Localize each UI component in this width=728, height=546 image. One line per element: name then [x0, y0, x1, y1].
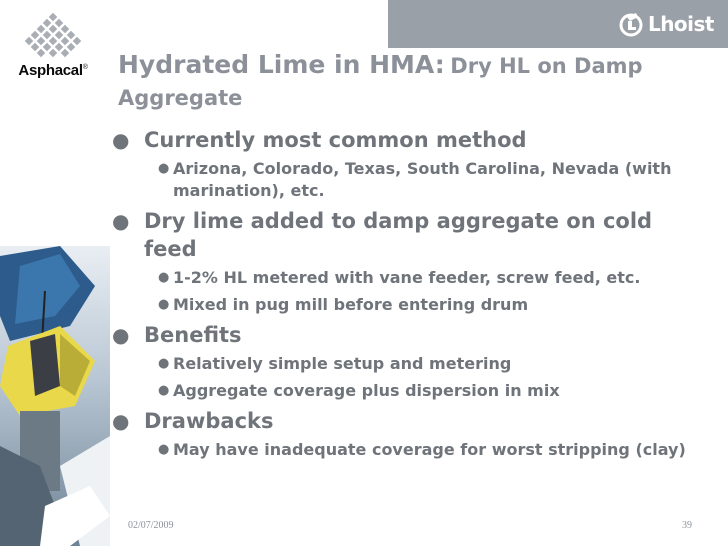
title-sub: Dry HL on Damp Aggregate — [118, 54, 643, 110]
diamond-dots-icon — [20, 12, 86, 64]
bullet-item: ● Dry lime added to damp aggregate on cold feed — [112, 209, 653, 261]
bullet-dot-icon: ● — [158, 161, 170, 176]
sub-bullet-item: ● May have inadequate coverage for worst stripping (clay) — [158, 440, 686, 459]
bullet-dot-icon: ● — [158, 356, 170, 371]
sub-bullet-item: ● Relatively simple setup and metering — [158, 354, 512, 373]
bullet-list — [112, 126, 712, 466]
bullet-dot-icon: ● — [112, 209, 130, 233]
lhoist-logo-icon — [618, 11, 644, 37]
bullet-item: ● Currently most common method — [112, 128, 527, 152]
asphacal-wordmark: Asphacal® — [18, 62, 88, 79]
sub-bullet-item: ● Aggregate coverage plus dispersion in mix — [158, 381, 560, 400]
lhoist-wordmark: Lhoist — [647, 12, 714, 36]
title-main: Hydrated Lime in HMA: — [118, 50, 445, 79]
bullet-dot-icon: ● — [112, 409, 130, 433]
bullet-item: ● Drawbacks — [112, 409, 274, 433]
bullet-dot-icon: ● — [158, 442, 170, 457]
bullet-dot-icon: ● — [158, 297, 170, 312]
asphacal-logo — [8, 12, 98, 82]
sub-bullet-item: ● Mixed in pug mill before entering drum — [158, 295, 529, 314]
footer-date: 02/07/2009 — [128, 520, 174, 531]
sub-bullet-item: ● Arizona, Colorado, Texas, South Carolina, Nevada (with marination), etc. — [158, 159, 672, 200]
bullet-item: ● Benefits — [112, 323, 242, 347]
sub-bullet-item: ● 1-2% HL metered with vane feeder, screw feed, etc. — [158, 268, 641, 287]
slide-title — [118, 50, 698, 115]
bullet-dot-icon: ● — [112, 323, 130, 347]
bullet-dot-icon: ● — [112, 128, 130, 152]
header-band — [388, 0, 728, 48]
bullet-dot-icon: ● — [158, 383, 170, 398]
page-number: 39 — [682, 520, 692, 531]
lhoist-logo — [618, 10, 714, 38]
bullet-dot-icon: ● — [158, 270, 170, 285]
umbrella-photo — [0, 246, 110, 546]
